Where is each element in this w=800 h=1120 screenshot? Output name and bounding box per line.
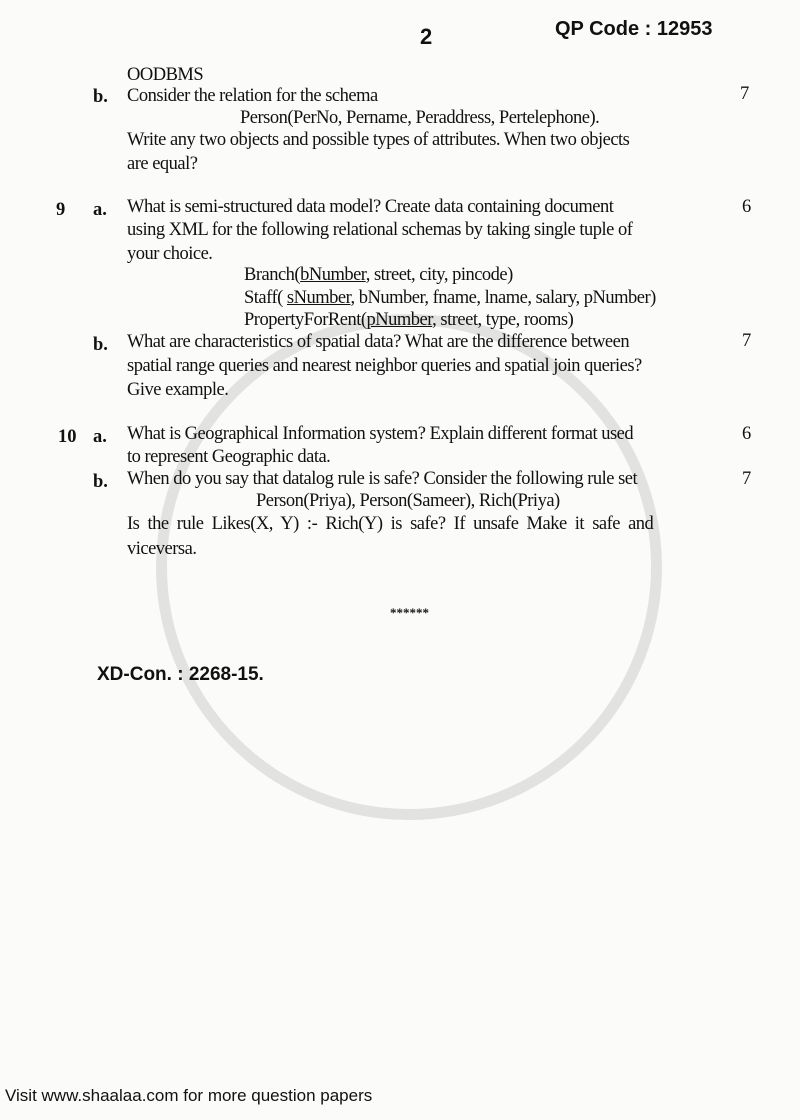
q8b-line: Write any two objects and possible types of attributes. When two objects xyxy=(127,130,630,150)
q10b-line: When do you say that datalog rule is safe? Consider the following rule set xyxy=(127,469,638,489)
q9b-label: b. xyxy=(93,335,108,355)
q10-number: 10 xyxy=(58,427,77,447)
schema-staff: Staff( sNumber, bNumber, fname, lname, salary, pNumber) xyxy=(244,288,656,308)
q10a-label: a. xyxy=(93,427,107,447)
q9a-marks: 6 xyxy=(742,197,752,217)
footer-link[interactable]: Visit www.shaalaa.com for more question papers xyxy=(5,1086,373,1105)
q8b-label: b. xyxy=(93,87,108,107)
q9a-line: your choice. xyxy=(127,244,213,264)
q9a-label: a. xyxy=(93,200,107,220)
q10b-marks: 7 xyxy=(742,469,752,489)
q9a-line: using XML for the following relational schemas by taking single tuple of xyxy=(127,220,633,240)
q8b-line: Consider the relation for the schema xyxy=(127,86,378,106)
q9b-line: What are characteristics of spatial data? What are the difference between xyxy=(127,332,630,352)
q8-continuation: OODBMS xyxy=(127,65,204,85)
schema-branch: Branch(bNumber, street, city, pincode) xyxy=(244,265,513,285)
q10a-marks: 6 xyxy=(742,424,752,444)
q8b-marks: 7 xyxy=(740,84,750,104)
paper-code: XD-Con. : 2268-15. xyxy=(97,664,264,685)
q10a-line: What is Geographical Information system? Explain different format used xyxy=(127,424,634,444)
q10b-label: b. xyxy=(93,472,108,492)
q8b-line: Person(PerNo, Pername, Peraddress, Pertelephone). xyxy=(240,108,600,128)
q10b-line: Person(Priya), Person(Sameer), Rich(Priya) xyxy=(256,491,560,511)
watermark-circle xyxy=(156,314,662,820)
q9-number: 9 xyxy=(56,200,66,220)
q8b-line: are equal? xyxy=(127,154,198,174)
q10b-line: Is the rule Likes(X, Y) :- Rich(Y) is safe? If unsafe Make it safe and xyxy=(127,514,654,534)
page-number: 2 xyxy=(420,24,433,49)
q9a-line: What is semi-structured data model? Create data containing document xyxy=(127,197,614,217)
schema-property: PropertyForRent(pNumber, street, type, rooms) xyxy=(244,310,574,330)
qp-code: QP Code : 12953 xyxy=(555,18,713,40)
q9b-line: spatial range queries and nearest neighbor queries and spatial join queries? xyxy=(127,356,642,376)
q9b-line: Give example. xyxy=(127,380,229,400)
q10b-line: viceversa. xyxy=(127,539,197,559)
q10a-line: to represent Geographic data. xyxy=(127,447,331,467)
q9b-marks: 7 xyxy=(742,331,752,351)
end-marker: ****** xyxy=(390,605,429,620)
